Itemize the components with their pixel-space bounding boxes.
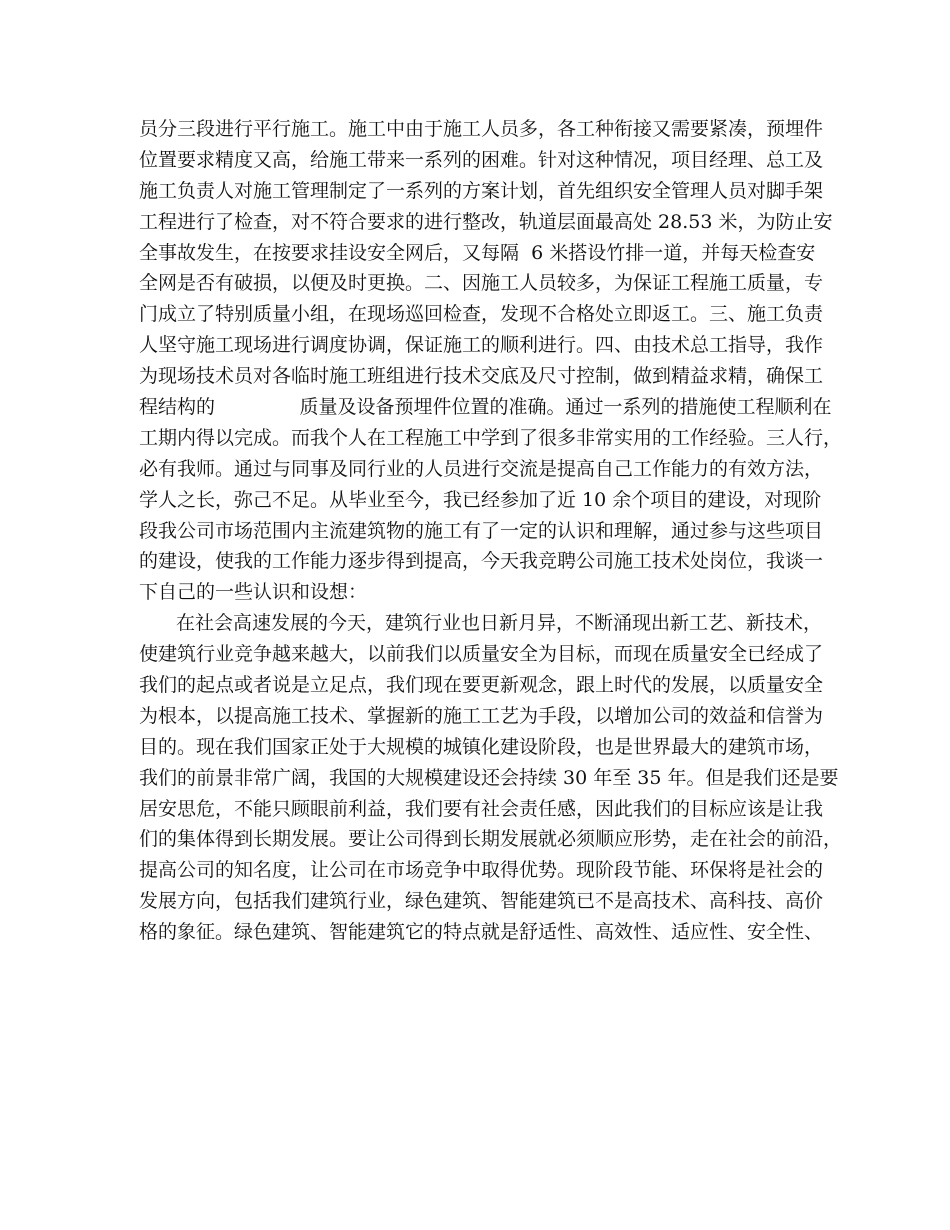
text-line: 我们的起点或者说是立足点，我们现在要更新观念，跟上时代的发展，以质量安全 (139, 674, 824, 697)
text-line: 为根本，以提高施工技术、掌握新的施工工艺为手段，以增加公司的效益和信誉为 (139, 704, 824, 727)
text-line: 全网是否有破损，以便及时更换。二、因施工人员较多，为保证工程施工质量，专 (139, 272, 824, 295)
document-body (139, 114, 843, 948)
text-line: 人坚守施工现场进行调度协调，保证施工的顺利进行。四、由技术总工指导，我作 (139, 334, 824, 357)
text-line: 全事故发生，在按要求挂设安全网后，又每隔 6 米搭设竹排一道，并每天检查安 (139, 241, 816, 264)
text-line: 员分三段进行平行施工。施工中由于施工人员多，各工种衔接又需要紧凑，预埋件 (139, 118, 824, 140)
text-line: 必有我师。通过与同事及同行业的人员进行交流是提高自己工作能力的有效方法， (139, 457, 824, 480)
text-line: 提高公司的知名度，让公司在市场竞争中取得优势。现阶段节能、环保将是社会的 (139, 859, 824, 882)
text-line: 段我公司市场范围内主流建筑物的施工有了一定的认识和理解，通过参与这些项目 (139, 519, 824, 542)
text-line: 的建设，使我的工作能力逐步得到提高，今天我竞聘公司施工技术处岗位，我谈一 (139, 550, 824, 573)
text-line: 们的集体得到长期发展。要让公司得到长期发展就必须顺应形势，走在社会的前沿， (139, 828, 843, 851)
text-line: 发展方向，包括我们建筑行业，绿色建筑、智能建筑已不是高技术、高科技、高价 (139, 890, 824, 913)
text-line: 居安思危，不能只顾眼前利益，我们要有社会责任感，因此我们的目标应该是让我 (139, 797, 824, 820)
text-line: 程结构的 质量及设备预埋件位置的准确。通过一系列的措施使工程顺利在 (139, 396, 832, 419)
text-line: 为现场技术员对各临时施工班组进行技术交底及尺寸控制，做到精益求精，确保工 (139, 365, 824, 388)
text-line: 门成立了特别质量小组，在现场巡回检查，发现不合格处立即返工。三、施工负责 (139, 303, 824, 326)
text-line: 在社会高速发展的今天，建筑行业也日新月异，不断涌现出新工艺、新技术， (176, 612, 823, 635)
text-line: 施工负责人对施工管理制定了一系列的方案计划，首先组织安全管理人员对脚手架 (139, 179, 824, 202)
text-line: 下自己的一些认识和设想： (139, 581, 368, 604)
text-line: 使建筑行业竞争越来越大，以前我们以质量安全为目标，而现在质量安全已经成了 (139, 643, 824, 666)
text-line: 学人之长，弥己不足。从毕业至今，我已经参加了近 10 余个项目的建设，对现阶 (139, 488, 822, 511)
text-line: 我们的前景非常广阔，我国的大规模建设还会持续 30 年至 35 年。但是我们还是要 (139, 766, 839, 789)
text-line: 工程进行了检查，对不符合要求的进行整改，轨道层面最高处 28.53 米，为防止安 (139, 210, 833, 233)
text-line: 工期内得以完成。而我个人在工程施工中学到了很多非常实用的工作经验。三人行， (139, 426, 843, 449)
text-line: 格的象征。绿色建筑、智能建筑它的特点就是舒适性、高效性、适应性、安全性、 (139, 921, 824, 944)
text-line: 位置要求精度又高，给施工带来一系列的困难。针对这种情况，项目经理、总工及 (139, 148, 824, 171)
text-line: 目的。现在我们国家正处于大规模的城镇化建设阶段，也是世界最大的建筑市场， (139, 735, 824, 758)
